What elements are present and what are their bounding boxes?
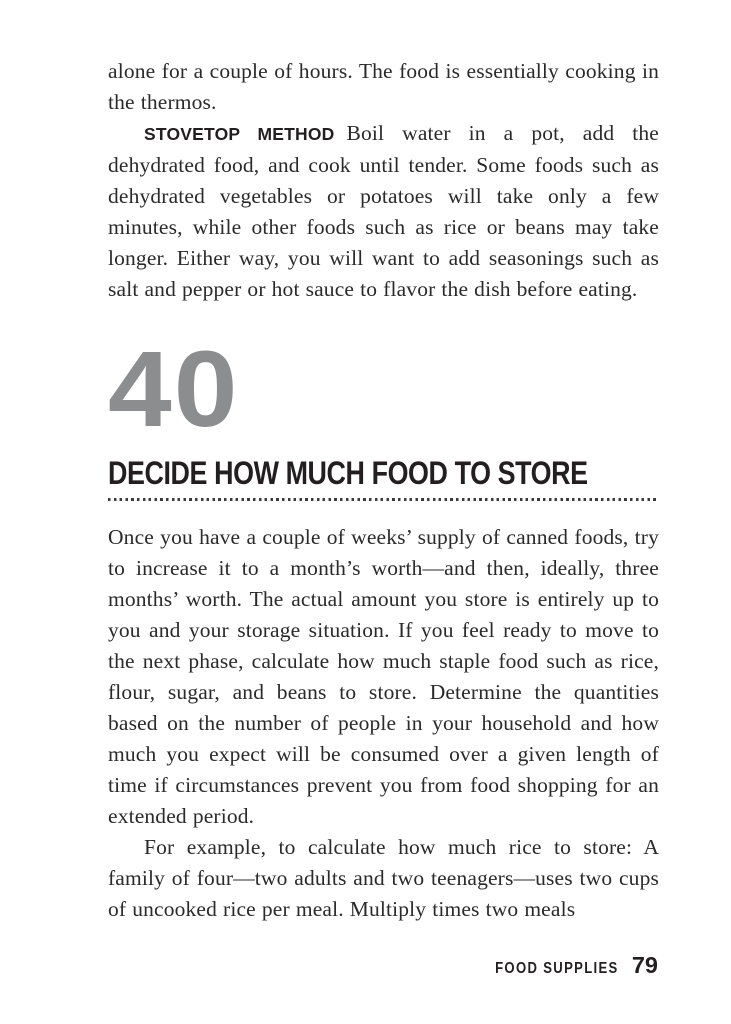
section-number-row [108, 305, 659, 449]
section-number: 40 [108, 328, 240, 449]
section-title-row [108, 457, 659, 489]
section-paragraph-2: For example, to calculate how much rice to store: A family of four—two adults and two teenagers—uses two cups of uncooked rice per meal. Multiply times two meals [108, 835, 659, 921]
method-run-in-heading: STOVETOP METHOD [144, 124, 335, 144]
page-content [108, 56, 659, 925]
stovetop-method-paragraph [108, 118, 659, 305]
continuation-paragraph: alone for a couple of hours. The food is essentially cooking in the thermos. [108, 59, 659, 114]
page-number: 79 [631, 952, 658, 978]
section-paragraph-1: Once you have a couple of weeks’ supply of canned foods, try to increase it to a month’s worth—and then, ideally, three months’ worth. The actual amount you store is entirely up to you and your storage situation. If you feel ready to move to the next phase, calculate how much staple food such as rice, flour, sugar, and beans to store. Determine the quantities based on the number of people in your household and how much you expect will be consumed over a given length of time if circumstances prevent you from food shopping for an extended period. [108, 525, 659, 828]
dotted-rule [108, 498, 659, 501]
section-title: DECIDE HOW MUCH FOOD TO STORE [108, 455, 588, 491]
running-footer-label: FOOD SUPPLIES [495, 960, 619, 977]
method-paragraph-text: Boil water in a pot, add the dehydrated food, and cook until tender. Some foods such as dehydrated vegetables or potatoes will take only a few minutes, while other foods such as rice or beans may take longer. Either way, you will want to add seasonings such as salt and pepper or hot sauce to flavor the dish before eating. [108, 121, 659, 301]
running-footer [468, 952, 658, 979]
